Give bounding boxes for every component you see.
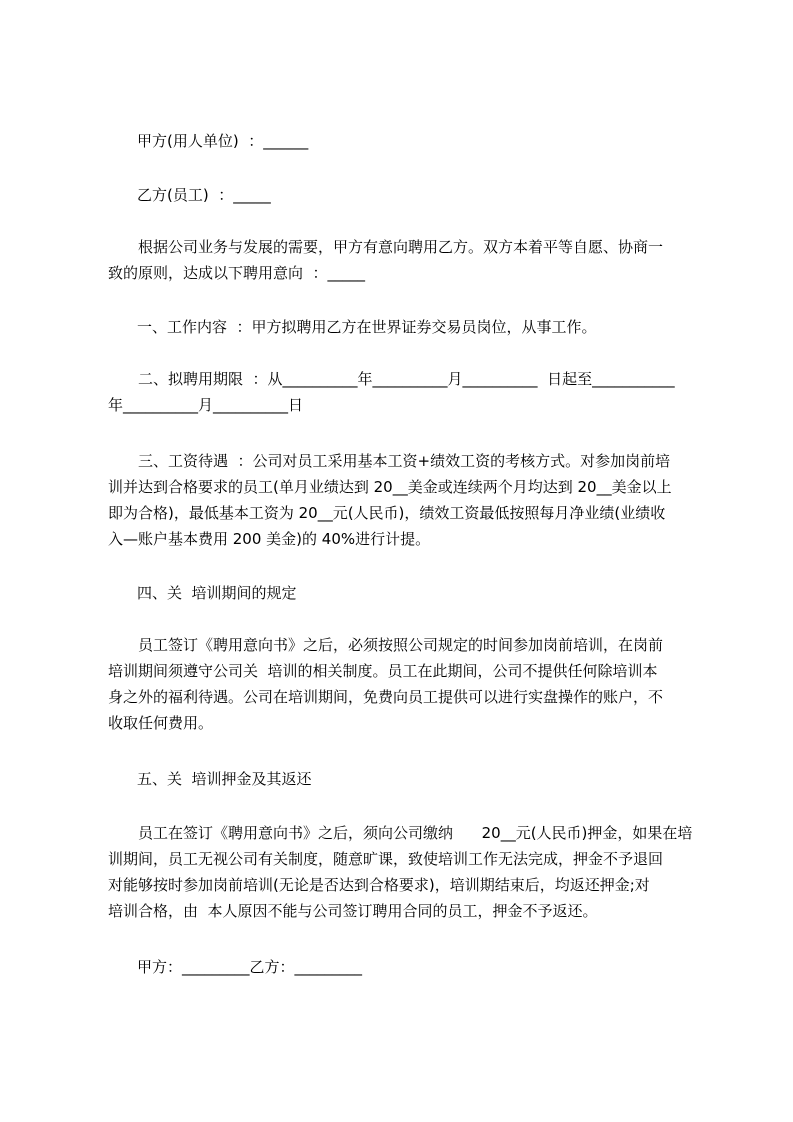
party-a-line: 甲方(用人单位) ：______ <box>137 132 309 150</box>
section-4-title: 四、关 培训期间的规定 <box>137 584 297 602</box>
section-3-line-2: 训并达到合格要求的员工(单月业绩达到 20__美金或连续两个月均达到 20__美金以上 <box>108 478 672 496</box>
section-3-line-1: 三、工资待遇 ：公司对员工采用基本工资+绩效工资的考核方式。对参加岗前培 <box>138 452 671 470</box>
section-2-line-1: 二、拟聘用期限 ：从__________年__________月__________ 日起至___________ <box>138 370 675 388</box>
section-4-line-3: 身之外的福利待遇。公司在培训期间，免费向员工提供可以进行实盘操作的账户，不 <box>108 688 664 706</box>
section-4-line-2: 培训期间须遵守公司关 培训的相关制度。员工在此期间，公司不提供任何除培训本 <box>108 662 658 680</box>
signature-line: 甲方：_________乙方：_________ <box>137 958 363 976</box>
intro-line-2: 致的原则，达成以下聘用意向 ：_____ <box>108 264 366 282</box>
section-2-line-2: 年__________月__________日 <box>108 396 304 414</box>
intro-paragraph <box>108 234 663 286</box>
section-5-line-4: 培训合格，由 本人原因不能与公司签订聘用合同的员工，押金不予返还。 <box>108 902 598 920</box>
section-2-employment-period <box>108 366 675 418</box>
section-5-line-1: 员工在签订《聘用意向书》之后，须向公司缴纳 20__元(人民币)押金，如果在培 <box>138 824 693 842</box>
section-4-line-4: 收取任何费用。 <box>108 714 214 732</box>
section-3-line-3: 即为合格)，最低基本工资为 20__元(人民币)，绩效工资最低按照每月净业绩(业绩收 <box>108 504 666 522</box>
section-4-line-1: 员工签订《聘用意向书》之后，必须按照公司规定的时间参加岗前培训，在岗前 <box>138 636 664 654</box>
intro-line-1: 根据公司业务与发展的需要，甲方有意向聘用乙方。双方本着平等自愿、协商一 <box>138 238 664 256</box>
party-b-line: 乙方(员工) ：_____ <box>137 186 271 204</box>
section-3-salary <box>108 448 672 552</box>
section-5-line-3: 对能够按时参加岗前培训(无论是否达到合格要求)，培训期结束后，均返还押金;对 <box>108 876 650 894</box>
section-5-body <box>108 820 692 924</box>
section-1-work-content: 一、工作内容 ：甲方拟聘用乙方在世界证券交易员岗位，从事工作。 <box>137 318 597 336</box>
section-5-line-2: 训期间，员工无视公司有关制度，随意旷课，致使培训工作无法完成，押金不予退回 <box>108 850 664 868</box>
section-5-title: 五、关 培训押金及其返还 <box>137 770 312 788</box>
section-4-body <box>108 632 663 736</box>
section-3-line-4: 入—账户基本费用 200 美金)的 40%进行计提。 <box>108 530 431 548</box>
